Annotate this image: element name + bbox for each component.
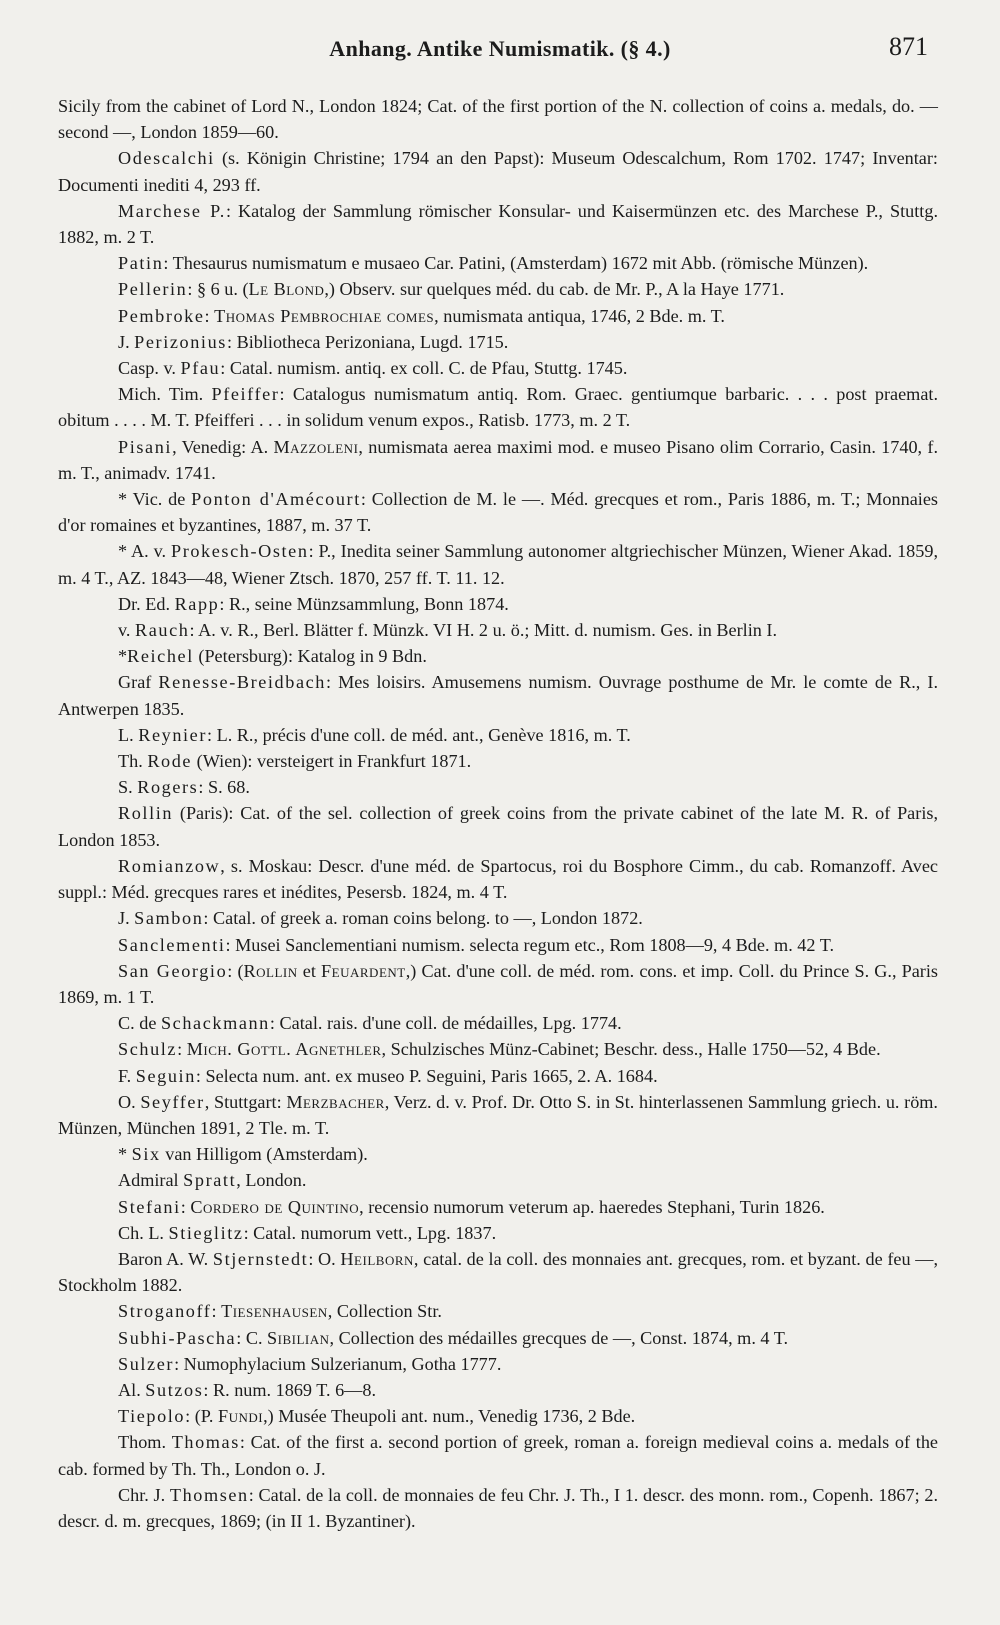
list-item: Pembroke: Thomas Pembrochiae comes, numismata antiqua, 1746, 2 Bde. m. T. bbox=[118, 305, 725, 326]
list-item: * Six van Hilligom (Amsterdam). bbox=[118, 1144, 368, 1165]
catalogue-list bbox=[58, 93, 938, 1534]
list-item: S. Rogers: S. 68. bbox=[118, 777, 250, 798]
list-item: F. Seguin: Selecta num. ant. ex museo P. Seguini, Paris 1665, 2. A. 1684. bbox=[118, 1065, 658, 1086]
list-item: O. Seyffer, Stuttgart: Merzbacher, Verz. d. v. Prof. Dr. Otto S. in St. hinterlassenen Sammlung griech. u. röm. Münzen, München 1891, 2 Tle. m. T. bbox=[58, 1091, 938, 1138]
list-item: Thom. Thomas: Cat. of the first a. second portion of greek, roman a. foreign medieval coins a. medals of the cab. formed by Th. Th., London o. J. bbox=[58, 1432, 938, 1479]
list-item: Graf Renesse-Breidbach: Mes loisirs. Amusemens numism. Ouvrage posthume de Mr. le comte de R., I. Antwerpen 1835. bbox=[58, 672, 939, 719]
list-item: * A. v. Prokesch-Osten: P., Inedita seiner Sammlung autonomer altgriechischer Münzen, Wiener Akad. 1859, m. 4 T., AZ. 1843—48, Wiener Ztsch. 1870, 257 ff. T. 11. 12. bbox=[58, 541, 938, 588]
list-item: Marchese P.: Katalog der Sammlung römischer Konsular- und Kaisermünzen etc. des Marchese P., Stuttg. 1882, m. 2 T. bbox=[58, 200, 938, 248]
list-item: L. Reynier: L. R., précis d'une coll. de méd. ant., Genève 1816, m. T. bbox=[118, 724, 631, 745]
list-item: Subhi-Pascha: C. Sibilian, Collection des médailles grecques de —, Const. 1874, m. 4 T. bbox=[118, 1327, 789, 1348]
list-item: C. de Schackmann: Catal. rais. d'une coll. de médailles, Lpg. 1774. bbox=[118, 1013, 622, 1034]
list-item: Sulzer: Numophylacium Sulzerianum, Gotha 1777. bbox=[118, 1353, 502, 1374]
list-item: Schulz: Mich. Gottl. Agnethler, Schulzisches Münz-Cabinet; Beschr. dess., Halle 1750—52, 4 Bde. bbox=[118, 1039, 881, 1060]
list-item: * Vic. de Ponton d'Amécourt: Collection de M. le —. Méd. grecques et rom., Paris 1886, m. T.; Monnaies d'or romaines et byzantines, 1887, m. 37 T. bbox=[58, 489, 938, 536]
list-item: Chr. J. Thomsen: Catal. de la coll. de monnaies de feu Chr. J. Th., I 1. descr. des monn. rom., Copenh. 1867; 2. descr. d. m. grecques, 1869; (in II 1. Byzantiner). bbox=[58, 1484, 938, 1531]
list-item: San Georgio: (Rollin et Feuardent,) Cat. d'une coll. de méd. rom. cons. et imp. Coll. du Prince S. G., Paris 1869, m. 1 T. bbox=[58, 960, 938, 1007]
list-item: Admiral Spratt, London. bbox=[118, 1170, 307, 1191]
list-item: Casp. v. Pfau: Catal. numism. antiq. ex coll. C. de Pfau, Stuttg. 1745. bbox=[118, 358, 628, 379]
list-item: Dr. Ed. Rapp: R., seine Münzsammlung, Bonn 1874. bbox=[118, 593, 509, 614]
list-item: *Reichel (Petersburg): Katalog in 9 Bdn. bbox=[118, 646, 427, 667]
list-item: Mich. Tim. Pfeiffer: Catalogus numismatum antiq. Rom. Graec. gentiumque barbaric. . . . post praemat. obitum . . . . M. T. Pfeifferi . . . in solidum venum expos., Ratisb. 1773, m. 2 T. bbox=[58, 384, 939, 431]
page-header bbox=[0, 32, 1000, 72]
list-item: Ch. L. Stieglitz: Catal. numorum vett., Lpg. 1837. bbox=[118, 1222, 497, 1243]
list-item: Odescalchi (s. Königin Christine; 1794 an den Papst): Museum Odescalchum, Rom 1702. 1747; Inventar: Documenti inediti 4, 293 ff. bbox=[58, 148, 938, 195]
list-item: v. Rauch: A. v. R., Berl. Blätter f. Münzk. VI H. 2 u. ö.; Mitt. d. numism. Ges. in Berlin I. bbox=[118, 620, 778, 641]
list-item: Pisani, Venedig: A. Mazzoleni, numismata aerea maximi mod. e museo Pisano olim Corrario, Casin. 1740, f. m. T., animadv. 1741. bbox=[58, 436, 938, 483]
list-item: Pellerin: § 6 u. (Le Blond,) Observ. sur quelques méd. du cab. de Mr. P., A la Haye 1771. bbox=[118, 279, 785, 300]
list-item: Baron A. W. Stjernstedt: O. Heilborn, catal. de la coll. des monnaies ant. grecques, rom. et byzant. de feu —, Stockholm 1882. bbox=[58, 1248, 939, 1296]
list-item: Sicily from the cabinet of Lord N., London 1824; Cat. of the first portion of the N. collection of coins a. medals, do. — second —, London 1859—60. bbox=[58, 96, 938, 143]
list-item: Stroganoff: Tiesenhausen, Collection Str. bbox=[118, 1301, 442, 1322]
list-item: Stefani: Cordero de Quintino, recensio numorum veterum ap. haeredes Stephani, Turin 1826. bbox=[118, 1196, 825, 1217]
running-head: Anhang. Antike Numismatik. (§ 4.) bbox=[329, 36, 671, 61]
list-item: Tiepolo: (P. Fundi,) Musée Theupoli ant. num., Venedig 1736, 2 Bde. bbox=[118, 1406, 636, 1427]
list-item: J. Sambon: Catal. of greek a. roman coins belong. to —, London 1872. bbox=[118, 908, 643, 929]
page-number: 871 bbox=[889, 32, 928, 61]
list-item: Rollin (Paris): Cat. of the sel. collection of greek coins from the private cabinet of the late M. R. of Paris, London 1853. bbox=[58, 803, 938, 850]
list-item: Al. Sutzos: R. num. 1869 T. 6—8. bbox=[118, 1379, 377, 1400]
list-item: Sanclementi: Musei Sanclementiani numism. selecta regum etc., Rom 1808—9, 4 Bde. m. 42 T. bbox=[118, 934, 835, 955]
list-item: J. Perizonius: Bibliotheca Perizoniana, Lugd. 1715. bbox=[118, 331, 509, 352]
list-item: Romianzow, s. Moskau: Descr. d'une méd. de Spartocus, roi du Bosphore Cimm., du cab. Romanzoff. Avec suppl.: Méd. grecques rares et inédites, Pesersb. 1824, m. 4 T. bbox=[58, 855, 938, 903]
list-item: Patin: Thesaurus numismatum e musaeo Car. Patini, (Amsterdam) 1672 mit Abb. (römische Münzen). bbox=[118, 253, 869, 274]
list-item: Th. Rode (Wien): versteigert in Frankfurt 1871. bbox=[118, 751, 472, 772]
